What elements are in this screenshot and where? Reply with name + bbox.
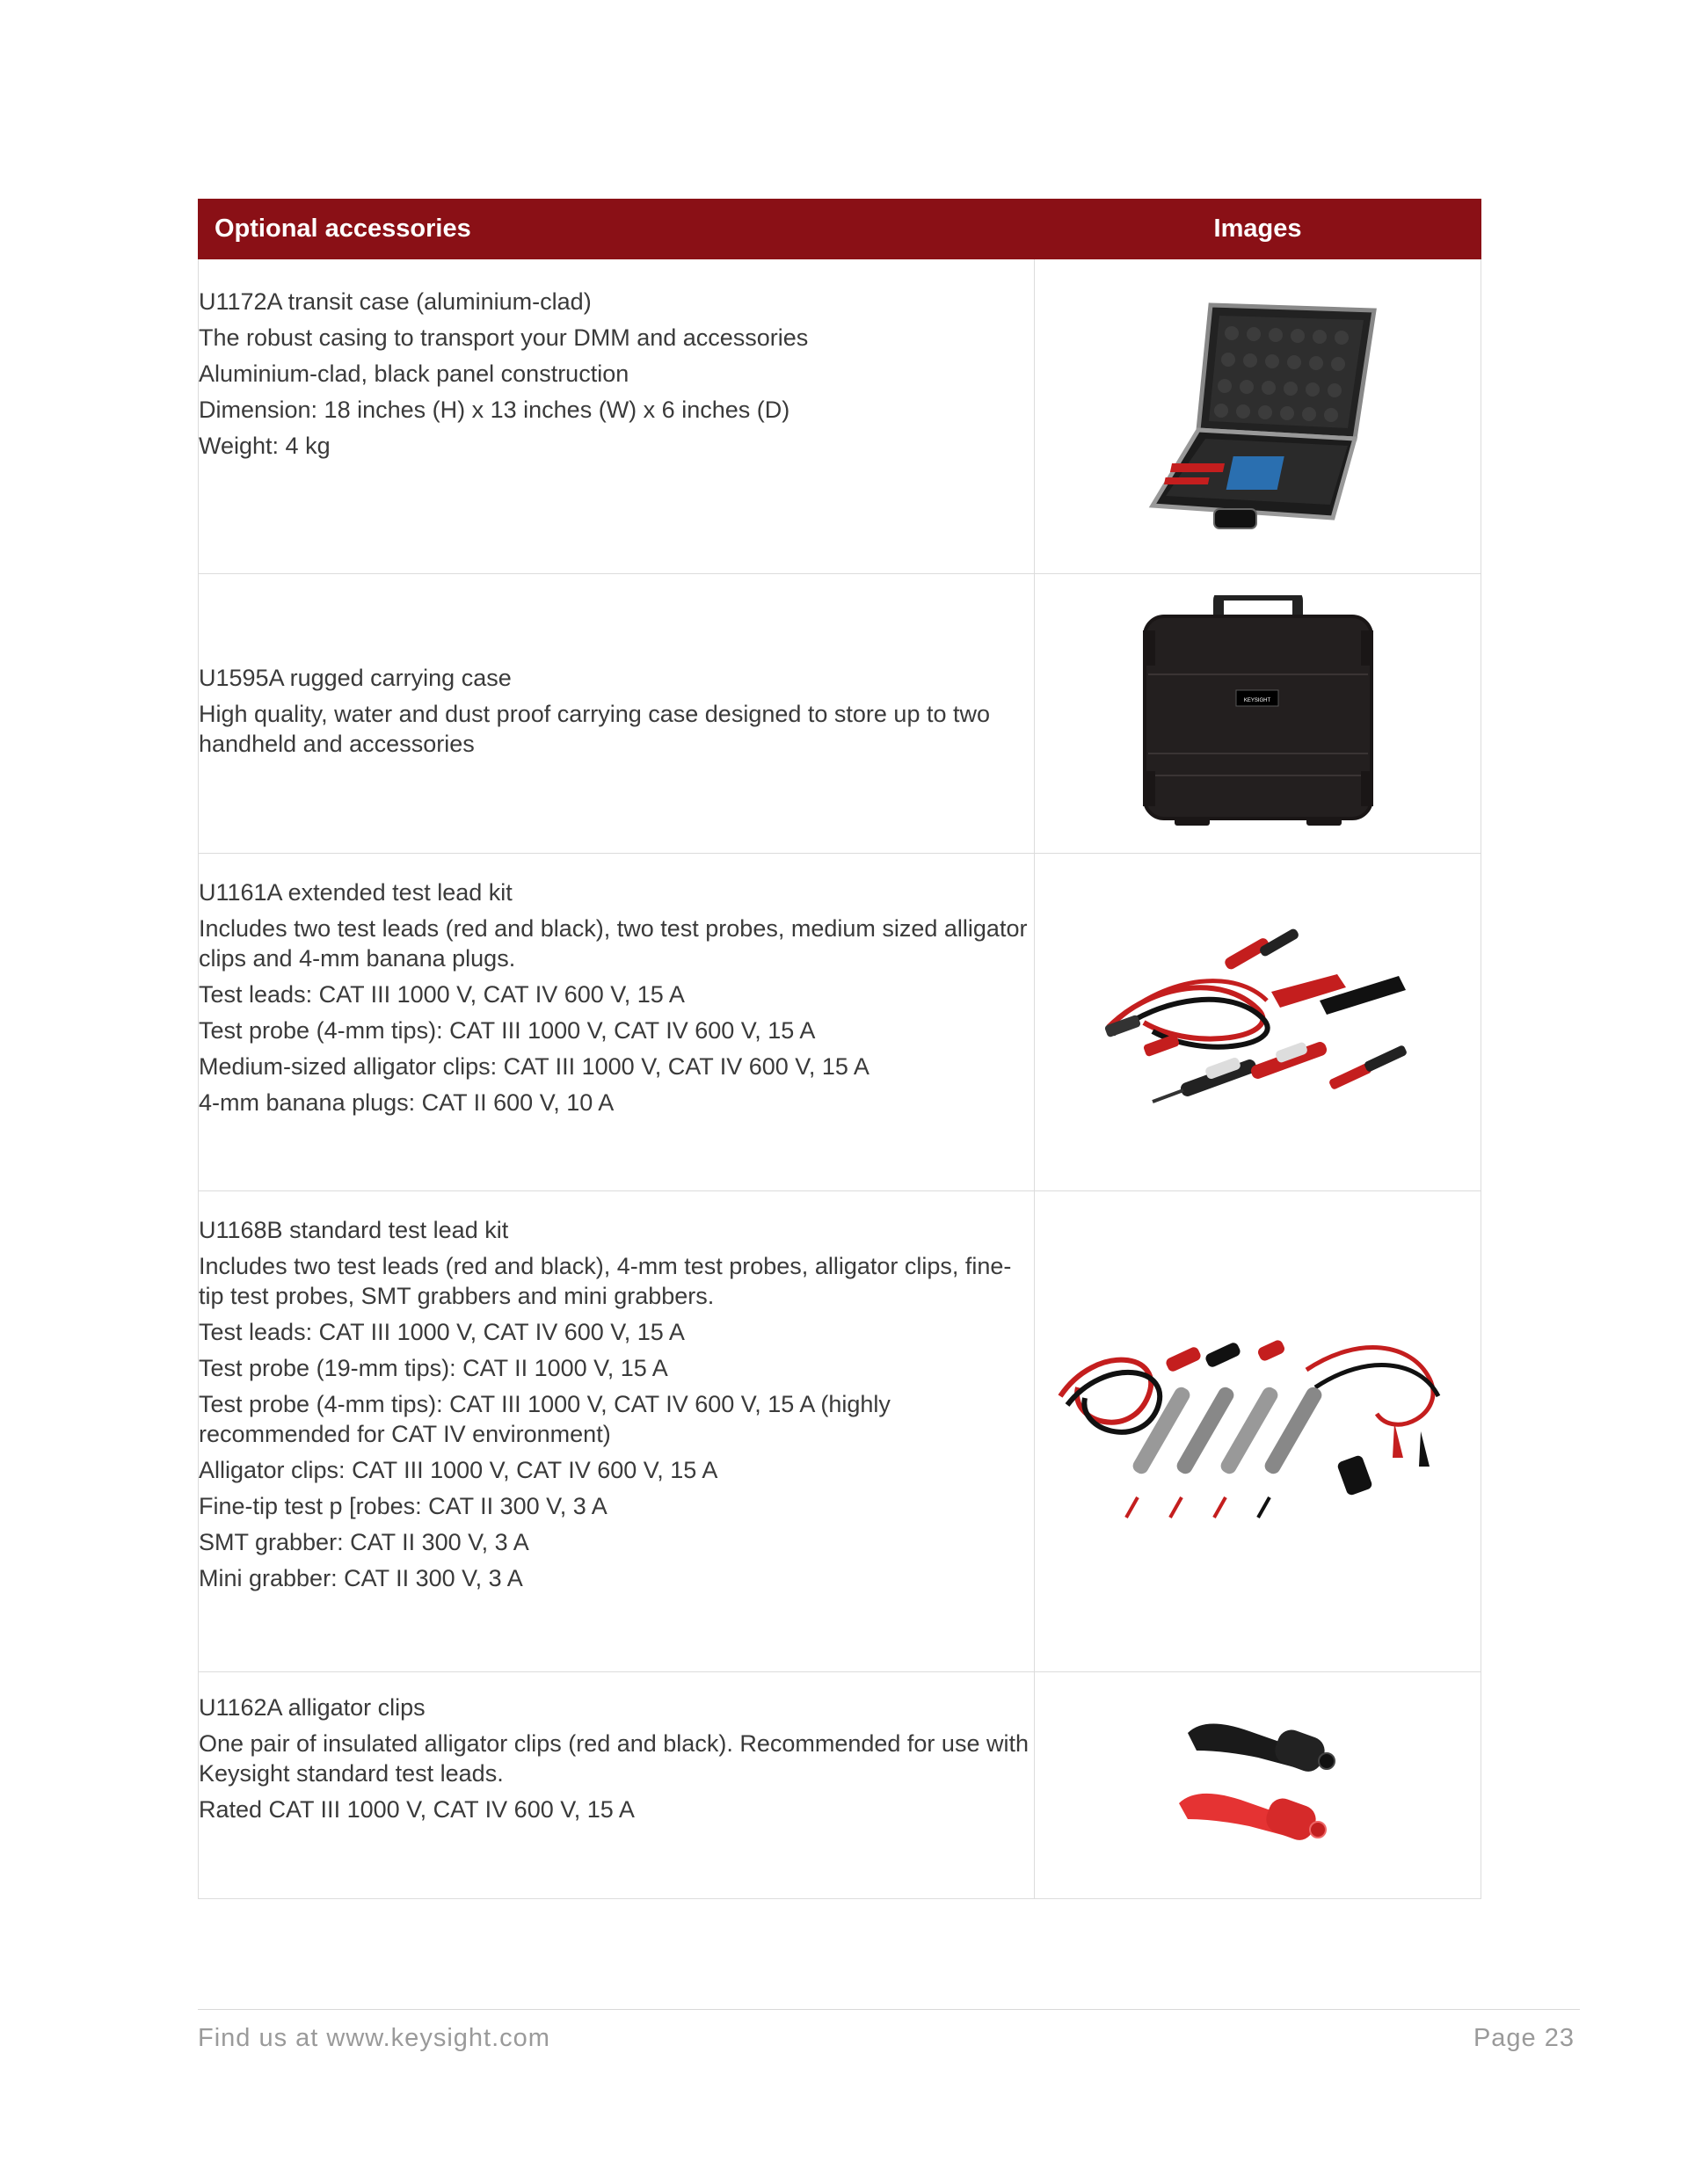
accessory-line: Mini grabber: CAT II 300 V, 3 A <box>199 1565 523 1591</box>
extended-test-lead-kit-image <box>1035 854 1481 1191</box>
accessory-description <box>199 574 1035 854</box>
header-optional-accessories: Optional accessories <box>199 200 1035 259</box>
standard-test-lead-kit-image <box>1035 1191 1481 1672</box>
accessory-line: Dimension: 18 inches (H) x 13 inches (W) x 6 inches (D) <box>199 397 790 423</box>
accessories-table <box>198 199 1481 1899</box>
accessory-title: U1168B standard test lead kit <box>199 1217 509 1243</box>
accessory-line: Includes two test leads (red and black), 4-mm test probes, alligator clips, fine-tip test probes, SMT grabbers and mini grabbers. <box>199 1253 1012 1309</box>
accessory-line: Weight: 4 kg <box>199 433 331 459</box>
rugged-case-image <box>1035 574 1481 854</box>
accessory-line: Includes two test leads (red and black), two test probes, medium sized alligator clips and 4-mm banana plugs. <box>199 915 1028 972</box>
accessory-line: Alligator clips: CAT III 1000 V, CAT IV 600 V, 15 A <box>199 1457 718 1483</box>
accessory-description <box>199 1672 1035 1899</box>
accessory-line: 4-mm banana plugs: CAT II 600 V, 10 A <box>199 1089 615 1116</box>
accessory-title: U1161A extended test lead kit <box>199 879 513 906</box>
accessory-line: Test leads: CAT III 1000 V, CAT IV 600 V, 15 A <box>199 1319 685 1345</box>
accessory-description <box>199 259 1035 574</box>
table-row <box>199 854 1481 1191</box>
accessory-line: Fine-tip test p [robes: CAT II 300 V, 3 A <box>199 1493 608 1519</box>
accessory-title: U1162A alligator clips <box>199 1694 426 1721</box>
accessory-line: Test leads: CAT III 1000 V, CAT IV 600 V, 15 A <box>199 981 685 1008</box>
header-images: Images <box>1035 200 1481 259</box>
accessory-line: High quality, water and dust proof carrying case designed to store up to two handheld and accessories <box>199 700 991 757</box>
footer-website: Find us at www.keysight.com <box>198 2024 550 2052</box>
transit-case-image <box>1035 259 1481 574</box>
accessory-title: U1172A transit case (aluminium-clad) <box>199 288 592 315</box>
accessory-line: Rated CAT III 1000 V, CAT IV 600 V, 15 A <box>199 1796 635 1823</box>
accessory-line: Test probe (4-mm tips): CAT III 1000 V, CAT IV 600 V, 15 A <box>199 1017 816 1044</box>
table-row <box>199 259 1481 574</box>
accessory-description <box>199 1191 1035 1672</box>
footer-divider <box>198 2009 1580 2010</box>
accessory-description <box>199 854 1035 1191</box>
accessory-line: Aluminium-clad, black panel construction <box>199 360 629 387</box>
accessory-title: U1595A rugged carrying case <box>199 664 512 691</box>
footer-page-number: Page 23 <box>1473 2024 1575 2052</box>
table-row <box>199 1672 1481 1899</box>
accessory-line: Test probe (4-mm tips): CAT III 1000 V, CAT IV 600 V, 15 A (highly recommended for CAT IV environment) <box>199 1391 891 1447</box>
table-header-row <box>199 200 1481 259</box>
table-row <box>199 574 1481 854</box>
alligator-clips-image <box>1035 1672 1481 1899</box>
accessory-line: The robust casing to transport your DMM and accessories <box>199 324 809 351</box>
accessory-line: Test probe (19-mm tips): CAT II 1000 V, 15 A <box>199 1355 668 1381</box>
table-row <box>199 1191 1481 1672</box>
keysight-logo: KEYSIGHT <box>1243 697 1270 703</box>
accessory-line: Medium-sized alligator clips: CAT III 1000 V, CAT IV 600 V, 15 A <box>199 1053 869 1080</box>
accessory-line: One pair of insulated alligator clips (red and black). Recommended for use with Keysight standard test leads. <box>199 1730 1029 1787</box>
accessory-line: SMT grabber: CAT II 300 V, 3 A <box>199 1529 529 1555</box>
